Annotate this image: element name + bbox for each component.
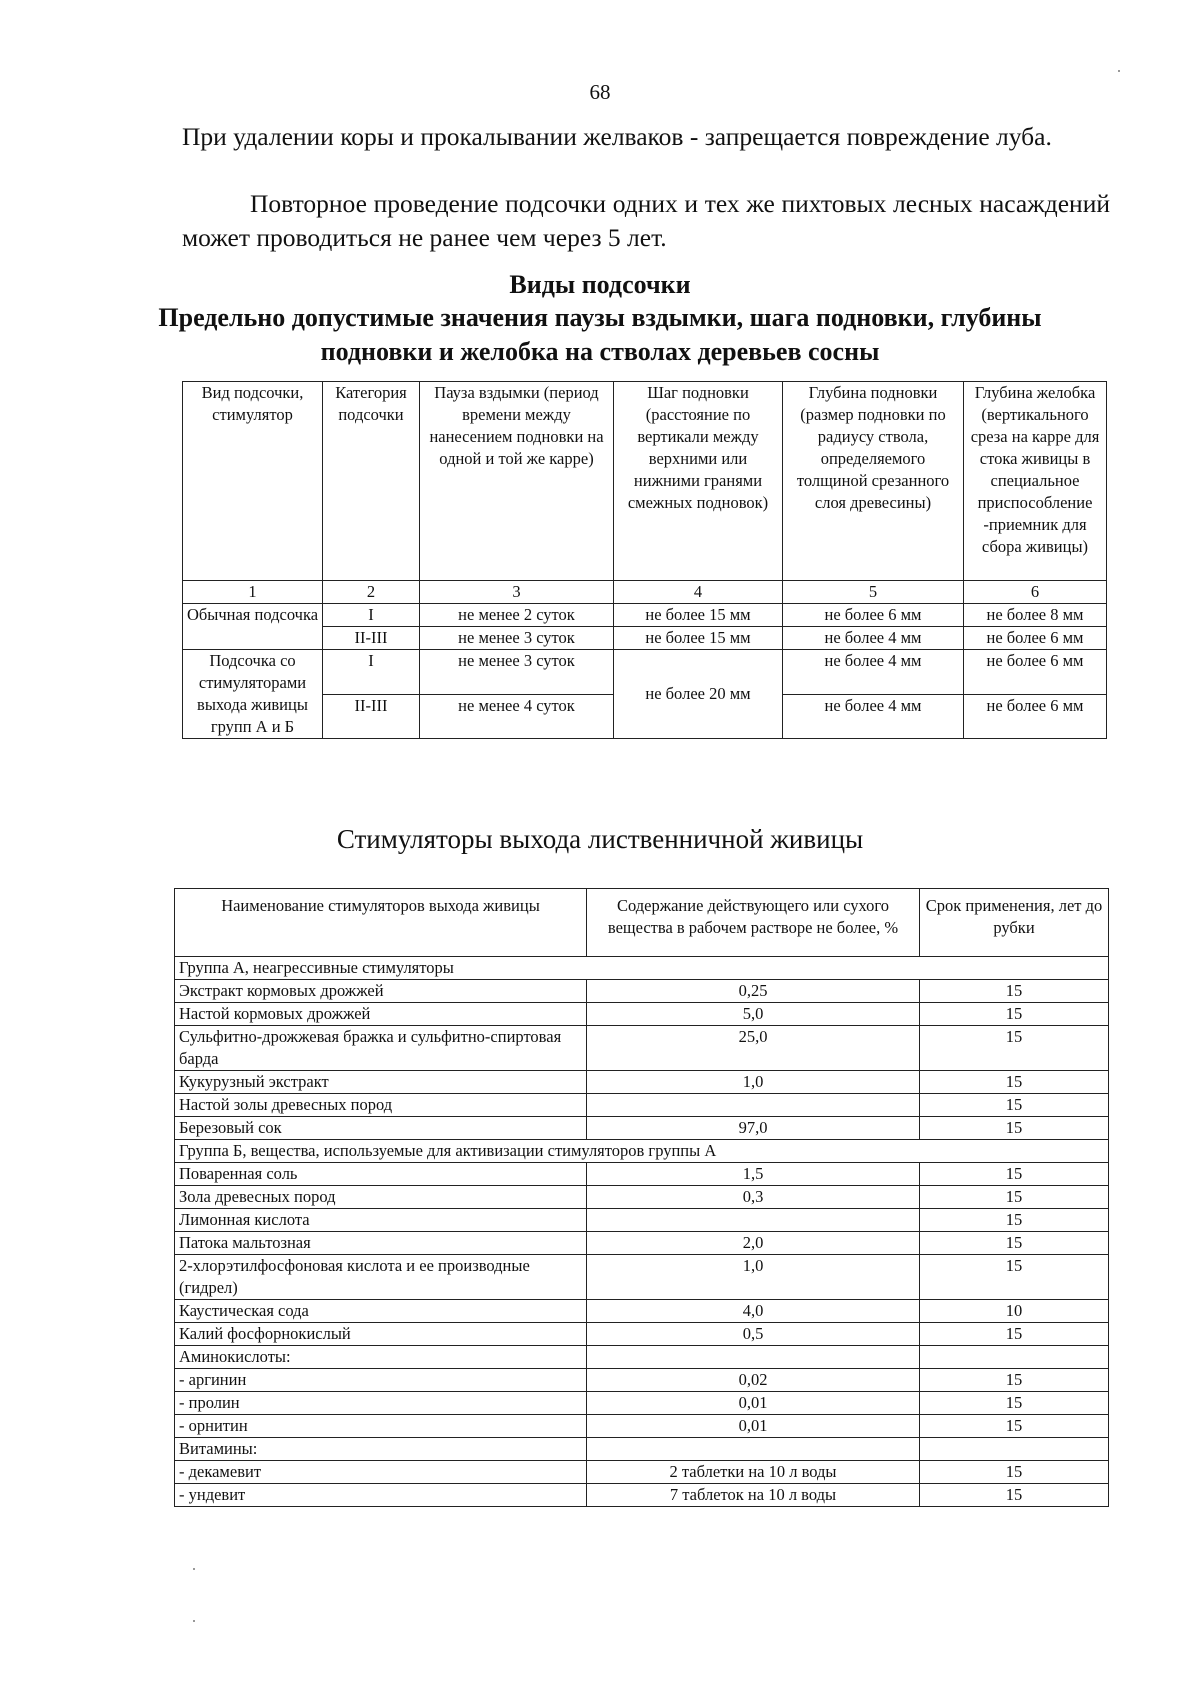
- term-cell: 15: [920, 1232, 1109, 1255]
- content-cell: 7 таблеток на 10 л воды: [587, 1484, 920, 1507]
- stimulator-name-cell: Березовый сок: [175, 1117, 587, 1140]
- stimulator-name-cell: Поваренная соль: [175, 1163, 587, 1186]
- groove-cell: не более 8 мм: [964, 604, 1107, 627]
- content-cell: 1,0: [587, 1071, 920, 1094]
- step-cell: не более 15 мм: [614, 604, 783, 627]
- table-header-row: [183, 382, 1107, 581]
- stimulator-name-cell: Настой золы древесных пород: [175, 1094, 587, 1117]
- content-cell: [587, 1209, 920, 1232]
- term-cell: 15: [920, 1484, 1109, 1507]
- table-row: [175, 1117, 1109, 1140]
- content-cell: 0,01: [587, 1392, 920, 1415]
- empty-cell: [920, 1438, 1109, 1461]
- stimulator-name-cell: Настой кормовых дрожжей: [175, 1003, 587, 1026]
- header-step: Шаг подновки (расстояние по вертикали между верхними или нижними гранями смежных подновок): [614, 382, 783, 581]
- stimulator-name-cell: Калий фосфорнокислый: [175, 1323, 587, 1346]
- content-cell: 1,0: [587, 1255, 920, 1300]
- category-cell: II-III: [323, 694, 420, 739]
- scan-speck: [193, 1620, 195, 1622]
- subgroup-row: [175, 1438, 1109, 1461]
- stimulator-name-cell: 2-хлорэтилфосфоновая кислота и ее производные (гидрел): [175, 1255, 587, 1300]
- term-cell: 15: [920, 1117, 1109, 1140]
- term-cell: 15: [920, 1369, 1109, 1392]
- column-number: 3: [420, 581, 614, 604]
- groove-cell: не более 6 мм: [964, 650, 1107, 695]
- pause-cell: не менее 2 суток: [420, 604, 614, 627]
- term-cell: 10: [920, 1300, 1109, 1323]
- content-cell: 0,25: [587, 980, 920, 1003]
- category-cell: I: [323, 650, 420, 695]
- stimulated-tapping-type: Подсочка со стимуляторами выхода живицы групп А и Б: [183, 650, 323, 739]
- term-cell: 15: [920, 1163, 1109, 1186]
- table-row: [175, 1484, 1109, 1507]
- term-cell: 15: [920, 1461, 1109, 1484]
- group-a-rows: [175, 980, 1109, 1140]
- table-row: [175, 1071, 1109, 1094]
- stimulator-name-cell: - пролин: [175, 1392, 587, 1415]
- term-cell: 15: [920, 1255, 1109, 1300]
- table-row: [183, 650, 1107, 695]
- content-cell: 97,0: [587, 1117, 920, 1140]
- content-cell: 5,0: [587, 1003, 920, 1026]
- category-cell: II-III: [323, 627, 420, 650]
- category-cell: I: [323, 604, 420, 627]
- content-cell: 2,0: [587, 1232, 920, 1255]
- content-cell: 4,0: [587, 1300, 920, 1323]
- term-cell: 15: [920, 1209, 1109, 1232]
- header-term: Срок применения, лет до рубки: [920, 889, 1109, 957]
- header-stimulator-name: Наименование стимуляторов выхода живицы: [175, 889, 587, 957]
- amino-acid-rows: [175, 1369, 1109, 1438]
- heading-limit-values: Предельно допустимые значения паузы вздымки, шага подновки, глубины подновки и желобка на стволах деревьев сосны: [158, 303, 1042, 366]
- stimulator-name-cell: - декамевит: [175, 1461, 587, 1484]
- table-row: [175, 1255, 1109, 1300]
- ordinary-tapping-type: Обычная подсочка: [183, 604, 323, 650]
- stimulators-table: [174, 888, 1109, 1507]
- header-tapping-type: Вид подсочки, стимулятор: [183, 382, 323, 581]
- paragraph-bark-removal: При удалении коры и прокалывании желваков - запрещается повреждение луба.: [182, 122, 1052, 151]
- column-number-row: [183, 581, 1107, 604]
- stimulator-name-cell: - ундевит: [175, 1484, 587, 1507]
- groove-cell: не более 6 мм: [964, 627, 1107, 650]
- term-cell: 15: [920, 1026, 1109, 1071]
- column-number: 4: [614, 581, 783, 604]
- stimulator-name-cell: - орнитин: [175, 1415, 587, 1438]
- paragraph-repeat-tapping: Повторное проведение подсочки одних и тех же пихтовых лесных насаждений может проводиться не ранее чем через 5 лет.: [182, 189, 1110, 252]
- vitamins-label: Витамины:: [175, 1438, 587, 1461]
- table-row: [175, 1186, 1109, 1209]
- stimulator-name-cell: Кукурузный экстракт: [175, 1071, 587, 1094]
- header-groove: Глубина желобка (вертикального среза на карре для стока живицы в специальное приспособление -приемник для сбора живицы): [964, 382, 1107, 581]
- stimulator-name-cell: Каустическая сода: [175, 1300, 587, 1323]
- group-row: [175, 1140, 1109, 1163]
- pause-cell: не менее 3 суток: [420, 627, 614, 650]
- group-a-label: Группа А, неагрессивные стимуляторы: [175, 957, 1109, 980]
- content-cell: 0,01: [587, 1415, 920, 1438]
- depth-cell: не более 4 мм: [783, 650, 964, 695]
- term-cell: 15: [920, 1094, 1109, 1117]
- header-content: Содержание действующего или сухого вещества в рабочем растворе не более, %: [587, 889, 920, 957]
- heading-stimulators: Стимуляторы выхода лиственничной живицы: [336, 824, 864, 854]
- depth-cell: не более 4 мм: [783, 694, 964, 739]
- scan-speck: [193, 1568, 195, 1570]
- header-depth: Глубина подновки (размер подновки по радиусу ствола, определяемого толщиной срезанного слоя древесины): [783, 382, 964, 581]
- group-b-label: Группа Б, вещества, используемые для активизации стимуляторов группы А: [175, 1140, 1109, 1163]
- column-number: 5: [783, 581, 964, 604]
- table-row: [175, 1163, 1109, 1186]
- table-row: [175, 1392, 1109, 1415]
- column-number: 1: [183, 581, 323, 604]
- group-row: [175, 957, 1109, 980]
- depth-cell: не более 4 мм: [783, 627, 964, 650]
- term-cell: 15: [920, 980, 1109, 1003]
- table-row: [175, 1369, 1109, 1392]
- stimulator-name-cell: Зола древесных пород: [175, 1186, 587, 1209]
- table-row: [175, 1461, 1109, 1484]
- pause-cell: не менее 3 суток: [420, 650, 614, 695]
- content-cell: [587, 1094, 920, 1117]
- depth-cell: не более 6 мм: [783, 604, 964, 627]
- term-cell: 15: [920, 1003, 1109, 1026]
- table-row: [175, 1003, 1109, 1026]
- empty-cell: [587, 1346, 920, 1369]
- content-cell: 0,5: [587, 1323, 920, 1346]
- table-row: [183, 604, 1107, 627]
- pause-cell: не менее 4 суток: [420, 694, 614, 739]
- table-header-row: [175, 889, 1109, 957]
- stimulator-name-cell: Сульфитно-дрожжевая бражка и сульфитно-спиртовая барда: [175, 1026, 587, 1071]
- content-cell: 0,02: [587, 1369, 920, 1392]
- groove-cell: не более 6 мм: [964, 694, 1107, 739]
- empty-cell: [587, 1438, 920, 1461]
- stimulator-name-cell: Экстракт кормовых дрожжей: [175, 980, 587, 1003]
- header-category: Категория подсочки: [323, 382, 420, 581]
- content-cell: 0,3: [587, 1186, 920, 1209]
- stimulator-name-cell: Лимонная кислота: [175, 1209, 587, 1232]
- table-row: [175, 1209, 1109, 1232]
- vitamin-rows: [175, 1461, 1109, 1507]
- group-b-rows: [175, 1163, 1109, 1346]
- term-cell: 15: [920, 1186, 1109, 1209]
- content-cell: 2 таблетки на 10 л воды: [587, 1461, 920, 1484]
- table-row: [175, 980, 1109, 1003]
- header-pause: Пауза вздымки (период времени между нанесением подновки на одной и той же карре): [420, 382, 614, 581]
- stimulator-name-cell: - аргинин: [175, 1369, 587, 1392]
- tapping-limits-table: [182, 381, 1107, 739]
- table-row: [175, 1415, 1109, 1438]
- heading-tapping-types: Виды подсочки: [509, 270, 691, 299]
- term-cell: 15: [920, 1415, 1109, 1438]
- step-cell: не более 20 мм: [614, 650, 783, 739]
- content-cell: 1,5: [587, 1163, 920, 1186]
- subgroup-row: [175, 1346, 1109, 1369]
- term-cell: 15: [920, 1392, 1109, 1415]
- page-number: 68: [589, 80, 611, 104]
- stimulator-name-cell: Патока мальтозная: [175, 1232, 587, 1255]
- column-number: 2: [323, 581, 420, 604]
- table-row: [175, 1300, 1109, 1323]
- term-cell: 15: [920, 1323, 1109, 1346]
- table-row: [175, 1094, 1109, 1117]
- table-row: [175, 1232, 1109, 1255]
- term-cell: 15: [920, 1071, 1109, 1094]
- table-row: [175, 1026, 1109, 1071]
- amino-acids-label: Аминокислоты:: [175, 1346, 587, 1369]
- column-number: 6: [964, 581, 1107, 604]
- step-cell: не более 15 мм: [614, 627, 783, 650]
- table-row: [175, 1323, 1109, 1346]
- empty-cell: [920, 1346, 1109, 1369]
- scan-speck: [1118, 70, 1120, 72]
- content-cell: 25,0: [587, 1026, 920, 1071]
